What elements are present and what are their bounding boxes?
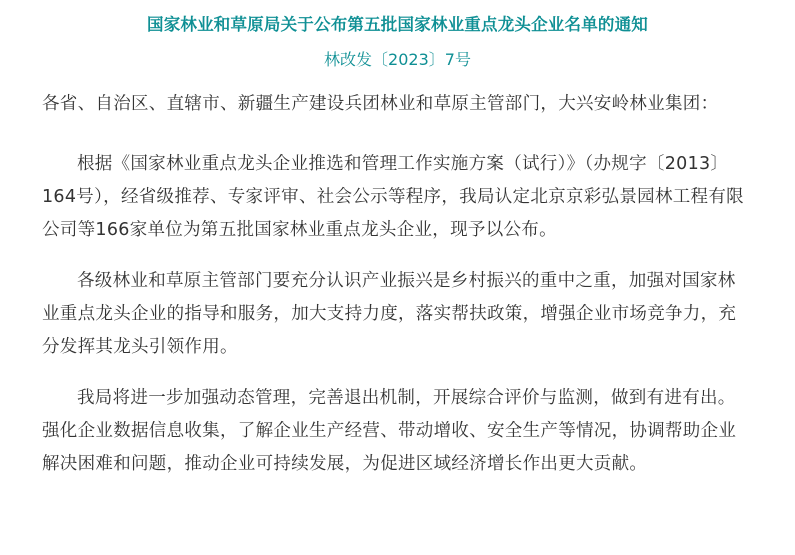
body-paragraph-3: 我局将进一步加强动态管理，完善退出机制，开展综合评价与监测，做到有进有出。强化企业数据信息收集，了解企业生产经营、带动增收、安全生产等情况，协调帮助企业解决困难和问题，推动企业可持续发展，为促进区域经济增长作出更大贡献。 [42,388,737,474]
document-number: 林改发〔2023〕7号 [324,50,471,69]
salutation: 各省、自治区、直辖市、新疆生产建设兵团林业和草原主管部门，大兴安岭林业集团： [42,94,719,114]
body-paragraph-1: 根据《国家林业重点龙头企业推选和管理工作实施方案（试行）》（办规字〔2013〕164号），经省级推荐、专家评审、社会公示等程序，我局认定北京京彩弘景园林工程有限公司等166家单位为第五批国家林业重点龙头企业，现予以公布。 [42,154,744,240]
notice-title: 国家林业和草原局关于公布第五批国家林业重点龙头企业名单的通知 [147,15,648,34]
body-paragraph-2: 各级林业和草原主管部门要充分认识产业振兴是乡村振兴的重中之重，加强对国家林业重点龙头企业的指导和服务，加大支持力度，落实帮扶政策，增强企业市场竞争力，充分发挥其龙头引领作用。 [42,271,737,357]
